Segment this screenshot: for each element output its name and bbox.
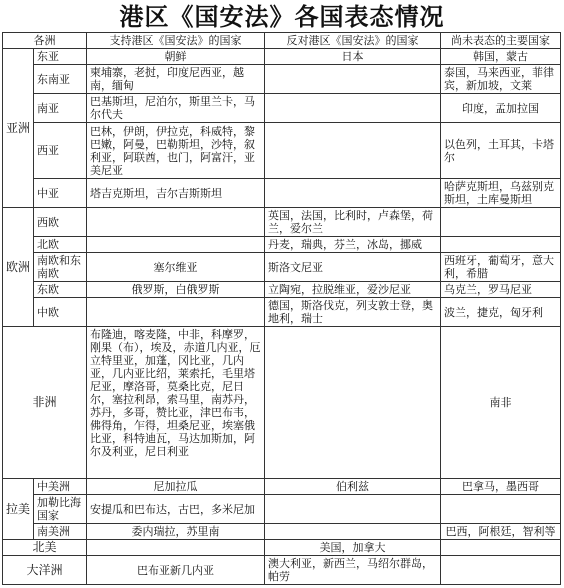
support-cell: 巴基斯坦，尼泊尔，斯里兰卡，马尔代夫	[87, 94, 265, 123]
oppose-cell	[265, 123, 441, 179]
subregion-label: 北欧	[34, 237, 87, 253]
continent-europe: 欧洲	[3, 208, 34, 327]
subregion-label: 南欧和东南欧	[34, 253, 87, 282]
subregion-label: 南美洲	[34, 524, 87, 540]
neutral-cell: 西班牙，葡萄牙，意大利，希腊	[441, 253, 561, 282]
neutral-cell: 南非	[441, 327, 561, 479]
table-row	[3, 479, 561, 495]
table-row	[3, 237, 561, 253]
subregion-label: 东亚	[34, 49, 87, 65]
oppose-cell: 德国，斯洛伐克，列支敦士登，奥地利，瑞士	[265, 298, 441, 327]
support-cell: 布隆迪，喀麦隆，中非，科摩罗，刚果（布），埃及，赤道几内亚，厄立特里亚，加蓬，冈比亚，几内亚，几内亚比绍，莱索托，毛里塔尼亚，摩洛哥，莫桑比克，尼日尔，塞拉利昂，索马里，南苏丹，苏丹，多哥，赞比亚，津巴布韦，佛得角，乍得，坦桑尼亚，埃塞俄比亚，科特迪瓦，马达加斯加，阿尔及利亚，尼日利亚	[87, 327, 265, 479]
continent-africa: 非洲	[3, 327, 87, 479]
neutral-cell	[441, 495, 561, 524]
table-row	[3, 123, 561, 179]
oppose-cell: 英国，法国，比利时，卢森堡，荷兰，爱尔兰	[265, 208, 441, 237]
neutral-cell: 韩国，蒙古	[441, 49, 561, 65]
table-row	[3, 540, 561, 556]
header-support: 支持港区《国安法》的国家	[87, 33, 265, 49]
neutral-cell: 乌克兰，罗马尼亚	[441, 282, 561, 298]
table-row	[3, 282, 561, 298]
subregion-label: 西亚	[34, 123, 87, 179]
page-title: 港区《国安法》各国表态情况	[119, 2, 445, 31]
table-row	[3, 253, 561, 282]
subregion-label: 中欧	[34, 298, 87, 327]
support-cell: 朝鲜	[87, 49, 265, 65]
oppose-cell: 澳大利亚，新西兰，马绍尔群岛，帕劳	[265, 556, 441, 585]
subregion-label: 西欧	[34, 208, 87, 237]
support-cell: 柬埔寨，老挝，印度尼西亚，越南，缅甸	[87, 65, 265, 94]
support-cell: 尼加拉瓜	[87, 479, 265, 495]
oppose-cell: 伯利兹	[265, 479, 441, 495]
oppose-cell: 日本	[265, 49, 441, 65]
support-cell: 委内瑞拉，苏里南	[87, 524, 265, 540]
support-cell: 塞尔维亚	[87, 253, 265, 282]
support-cell: 巴林，伊朗，伊拉克，科威特，黎巴嫩，阿曼，巴勒斯坦，沙特，叙利亚，阿联酋，也门，阿富汗，亚美尼亚	[87, 123, 265, 179]
continent-oceania: 大洋洲	[3, 556, 87, 585]
oppose-cell: 立陶宛，拉脱维亚，爱沙尼亚	[265, 282, 441, 298]
table-row	[3, 495, 561, 524]
oppose-cell	[265, 94, 441, 123]
support-cell: 塔吉克斯坦，吉尔吉斯斯坦	[87, 179, 265, 208]
oppose-cell	[265, 524, 441, 540]
subregion-label: 中美洲	[34, 479, 87, 495]
continent-asia: 亚洲	[3, 49, 34, 208]
oppose-cell	[265, 179, 441, 208]
neutral-cell: 以色列，土耳其，卡塔尔	[441, 123, 561, 179]
table-row	[3, 298, 561, 327]
oppose-cell	[265, 65, 441, 94]
oppose-cell	[265, 327, 441, 479]
header-row	[3, 33, 561, 49]
table-row	[3, 524, 561, 540]
neutral-cell	[441, 208, 561, 237]
neutral-cell: 巴西，阿根廷，智利等	[441, 524, 561, 540]
neutral-cell: 哈萨克斯坦，乌兹别克斯坦，土库曼斯坦	[441, 179, 561, 208]
table-row	[3, 327, 561, 479]
support-cell	[87, 237, 265, 253]
table-row	[3, 556, 561, 585]
continent-north-america: 北美	[3, 540, 87, 556]
neutral-cell	[441, 556, 561, 585]
support-cell: 俄罗斯，白俄罗斯	[87, 282, 265, 298]
support-cell	[87, 540, 265, 556]
neutral-cell	[441, 237, 561, 253]
subregion-label: 南亚	[34, 94, 87, 123]
oppose-cell: 丹麦，瑞典，芬兰，冰岛，挪威	[265, 237, 441, 253]
subregion-label: 东欧	[34, 282, 87, 298]
oppose-cell: 美国，加拿大	[265, 540, 441, 556]
neutral-cell: 泰国，马来西亚，菲律宾，新加坡，文莱	[441, 65, 561, 94]
header-region: 各洲	[3, 33, 87, 49]
table-row	[3, 179, 561, 208]
neutral-cell: 波兰，捷克，匈牙利	[441, 298, 561, 327]
neutral-cell	[441, 540, 561, 556]
subregion-label: 中亚	[34, 179, 87, 208]
table-row	[3, 49, 561, 65]
stance-table	[2, 32, 561, 585]
neutral-cell: 印度，孟加拉国	[441, 94, 561, 123]
support-cell	[87, 298, 265, 327]
support-cell: 巴布亚新几内亚	[87, 556, 265, 585]
support-cell	[87, 208, 265, 237]
oppose-cell	[265, 495, 441, 524]
neutral-cell: 巴拿马，墨西哥	[441, 479, 561, 495]
table-row	[3, 65, 561, 94]
support-cell: 安提瓜和巴布达，古巴，多米尼加	[87, 495, 265, 524]
table-row	[3, 208, 561, 237]
header-neutral: 尚未表态的主要国家	[441, 33, 561, 49]
oppose-cell: 斯洛文尼亚	[265, 253, 441, 282]
table-row	[3, 94, 561, 123]
header-oppose: 反对港区《国安法》的国家	[265, 33, 441, 49]
continent-latin-america: 拉美	[3, 479, 34, 540]
subregion-label: 加勒比海国家	[34, 495, 87, 524]
subregion-label: 东南亚	[34, 65, 87, 94]
